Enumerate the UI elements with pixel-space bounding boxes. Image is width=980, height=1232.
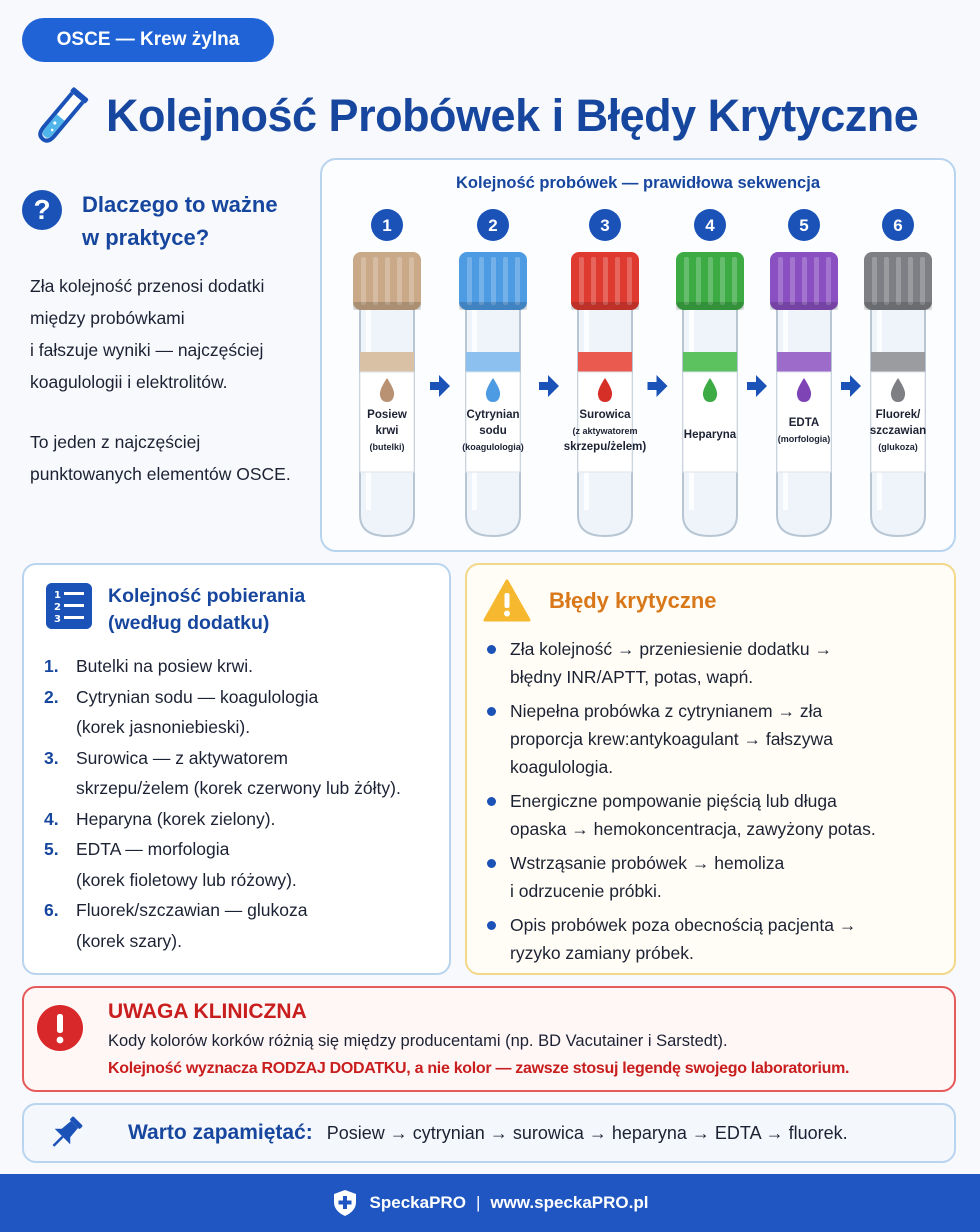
cap-rim <box>459 302 527 310</box>
cap-ridge <box>479 257 484 305</box>
order-item-number: 3. <box>44 747 59 768</box>
tube-number: 3 <box>600 216 610 235</box>
svg-text:3: 3 <box>54 614 61 625</box>
why-p2-line: To jeden z najczęściej <box>30 432 201 452</box>
footer-brand: SpeckaPRO <box>369 1193 466 1212</box>
error-item-text <box>510 911 856 967</box>
tube-label-text: skrzepu/żelem) <box>563 441 647 453</box>
errors-title: Błędy krytyczne <box>549 588 717 613</box>
bullet-icon <box>487 707 496 716</box>
arrow-right-icon <box>841 375 861 397</box>
why-p1-line: koagulologii i elektrolitów. <box>30 372 228 392</box>
cap-ridge <box>908 257 913 305</box>
numbered-list-icon <box>46 583 92 629</box>
tube-color-band <box>578 352 632 372</box>
error-item-text <box>510 787 876 843</box>
order-item <box>44 743 444 804</box>
order-item <box>44 651 444 682</box>
errors-heading <box>483 579 717 623</box>
cap-ridge <box>896 257 901 305</box>
error-item-line: ryzyko zamiany próbek. <box>510 943 694 963</box>
cap-ridge <box>684 257 689 305</box>
cap-ridge <box>603 257 608 305</box>
arrow-right-icon <box>747 375 767 397</box>
error-item-line: i odrzucenie próbki. <box>510 881 662 901</box>
order-item-line: Butelki na posiew krwi. <box>76 656 254 676</box>
tube-number: 5 <box>799 216 809 235</box>
order-item-line: EDTA — morfologia <box>76 839 230 859</box>
cap-ridge <box>515 257 520 305</box>
cap-ridge <box>361 257 366 305</box>
order-item-line: skrzepu/żelem (korek czerwony lub żółty). <box>76 778 401 798</box>
tube-4 <box>676 209 744 536</box>
tube-label-text: (glukoza) <box>878 442 918 452</box>
pushpin-icon <box>46 1113 86 1153</box>
error-item-line: Zła kolejność → przeniesienie dodatku → <box>510 639 832 659</box>
tube-label-text: sodu <box>479 425 507 437</box>
error-item <box>483 911 943 967</box>
order-item-line: (korek fioletowy lub różowy). <box>76 869 297 890</box>
error-item-line: błędny INR/APTT, potas, wapń. <box>510 667 754 687</box>
tube-label-text: (z aktywatorem <box>572 426 638 436</box>
tube-label-text: EDTA <box>788 417 820 429</box>
why-p1-line: Zła kolejność przenosi dodatki <box>30 276 265 296</box>
errors-box <box>465 563 956 975</box>
error-item-line: opaska → hemokoncentracja, zawyżony potas. <box>510 819 876 839</box>
cap-rim <box>353 302 421 310</box>
error-item <box>483 849 943 905</box>
why-title-line1: Dlaczego to ważne <box>82 192 278 217</box>
order-item-line: Fluorek/szczawian — glukoza <box>76 900 308 920</box>
error-item-text <box>510 697 833 781</box>
remember-label: Warto zapamiętać: <box>128 1121 313 1144</box>
order-item-text <box>76 834 444 895</box>
tube-6 <box>864 209 932 536</box>
tube-1 <box>353 209 421 536</box>
error-item-line: proporcja krew:antykoagulant → fałszywa <box>510 729 833 749</box>
alert-title: UWAGA KLINICZNA <box>108 1000 307 1023</box>
tube-label-text: Posiew <box>367 409 407 421</box>
order-item-line: Heparyna (korek zielony). <box>76 808 276 829</box>
order-title-line1: Kolejność pobierania <box>108 585 306 607</box>
tube-number: 1 <box>382 216 392 235</box>
cap-ridge <box>826 257 831 305</box>
shield-icon <box>332 1189 358 1217</box>
bullet-icon <box>487 921 496 930</box>
bullet-icon <box>487 645 496 654</box>
why-p1-line: między probówkami <box>30 308 185 328</box>
cap-ridge <box>732 257 737 305</box>
cap-rim <box>864 302 932 310</box>
error-item <box>483 635 943 691</box>
error-item-line: Niepełna probówka z cytrynianem → zła <box>510 701 823 721</box>
order-item <box>44 834 444 895</box>
cap-ridge <box>802 257 807 305</box>
why-p1-line: i fałszuje wyniki — najczęściej <box>30 340 264 360</box>
cap-ridge <box>373 257 378 305</box>
order-item-number: 4. <box>44 808 59 829</box>
cap-ridge <box>467 257 472 305</box>
cap-ridge <box>397 257 402 305</box>
alert-line-1: Kody kolorów korków różnią się między producentami (np. BD Vacutainer i Sarstedt). <box>108 1032 728 1050</box>
alert-line-2: Kolejność wyznacza RODZAJ DODATKU, a nie kolor — zawsze stosuj legendę swojego laboratorium. <box>108 1060 850 1077</box>
tube-label-text: krwi <box>375 425 399 437</box>
order-list <box>44 651 444 956</box>
cap-ridge <box>778 257 783 305</box>
order-item-number: 6. <box>44 900 59 920</box>
cap-ridge <box>627 257 632 305</box>
page-title: Kolejność Probówek i Błędy Krytyczne <box>106 90 919 141</box>
tube-3 <box>564 209 647 536</box>
warning-icon <box>483 579 531 623</box>
cap-ridge <box>615 257 620 305</box>
cap-ridge <box>720 257 725 305</box>
arrow-right-icon <box>539 375 559 397</box>
order-item-text <box>76 743 444 804</box>
error-item-line: Wstrząsanie probówek → hemoliza <box>510 853 785 873</box>
footer-separator: | <box>475 1193 481 1212</box>
error-item <box>483 697 943 781</box>
tube-label-text: (koagulologia) <box>462 442 524 452</box>
tube-label-text: (butelki) <box>369 442 405 452</box>
order-item-text <box>76 682 444 743</box>
cap-rim <box>571 302 639 310</box>
order-title-line2: (według dodatku) <box>108 612 270 634</box>
tube-number: 6 <box>893 216 903 235</box>
cap-ridge <box>708 257 713 305</box>
error-item-line: koagulologia. <box>510 757 614 777</box>
cap-ridge <box>591 257 596 305</box>
order-item-number: 1. <box>44 656 59 676</box>
tube-number: 2 <box>488 216 498 235</box>
cap-ridge <box>884 257 889 305</box>
why-p2-line: punktowanych elementów OSCE. <box>30 464 291 484</box>
tube-color-band <box>683 352 737 372</box>
arrow-right-icon <box>430 375 450 397</box>
errors-list <box>483 635 943 973</box>
question-icon: ? <box>22 190 62 230</box>
cap-ridge <box>409 257 414 305</box>
why-title-line2: w praktyce? <box>82 225 210 250</box>
cap-ridge <box>696 257 701 305</box>
tube-2 <box>459 209 527 536</box>
cap-ridge <box>385 257 390 305</box>
error-item-line: Opis probówek poza obecnością pacjenta → <box>510 915 857 935</box>
order-item-number: 5. <box>44 839 59 859</box>
order-item-text <box>76 804 444 835</box>
footer <box>0 1174 980 1232</box>
svg-text:1: 1 <box>54 590 61 601</box>
test-tube-icon <box>28 82 96 150</box>
section-tag: OSCE — Krew żylna <box>22 18 274 62</box>
tubes-panel <box>320 158 956 552</box>
header <box>28 78 968 154</box>
tube-color-band <box>871 352 925 372</box>
tube-label-text: szczawian <box>869 425 927 437</box>
tube-number: 4 <box>705 216 715 235</box>
tubes-title: Kolejność probówek — prawidłowa sekwencja <box>455 174 820 192</box>
cap-ridge <box>579 257 584 305</box>
cap-ridge <box>920 257 925 305</box>
alert-icon <box>36 1004 84 1052</box>
order-item <box>44 682 444 743</box>
tube-color-band <box>777 352 831 372</box>
bullet-icon <box>487 797 496 806</box>
why-heading <box>22 190 302 254</box>
cap-ridge <box>503 257 508 305</box>
tubes-illustration <box>322 160 954 550</box>
why-paragraph-2 <box>30 426 315 490</box>
tube-color-band <box>360 352 414 372</box>
order-item-text <box>76 651 444 682</box>
error-item-line: Energiczne pompowanie pięścią lub długa <box>510 791 837 811</box>
cap-ridge <box>814 257 819 305</box>
order-item-line: (korek jasnoniebieski). <box>76 717 251 737</box>
tube-5 <box>770 209 838 536</box>
tube-label-text: Heparyna <box>683 429 737 441</box>
remember-sequence: Posiew → cytrynian → surowica → heparyna → EDTA → fluorek. <box>326 1122 848 1143</box>
order-item-text <box>76 895 444 956</box>
bullet-icon <box>487 859 496 868</box>
error-item <box>483 787 943 843</box>
why-paragraph-1 <box>30 270 315 398</box>
remember-box <box>22 1103 956 1163</box>
order-item <box>44 895 444 956</box>
tube-label-text: Surowica <box>579 409 631 421</box>
cap-rim <box>676 302 744 310</box>
order-item <box>44 804 444 835</box>
cap-ridge <box>491 257 496 305</box>
order-heading <box>46 583 305 637</box>
tube-label-text: (morfologia) <box>777 434 831 444</box>
order-item-line: (korek szary). <box>76 930 182 951</box>
order-item-number: 2. <box>44 686 59 707</box>
tube-label-text: Fluorek/ <box>875 409 921 421</box>
cap-rim <box>770 302 838 310</box>
cap-ridge <box>872 257 877 305</box>
tube-label-text: Cytrynian <box>466 409 520 421</box>
svg-text:2: 2 <box>54 602 61 613</box>
clinical-alert <box>22 986 956 1092</box>
tube-color-band <box>466 352 520 372</box>
error-item-text <box>510 849 784 905</box>
order-item-line: Surowica — z aktywatorem <box>76 747 289 768</box>
error-item-text <box>510 635 832 691</box>
arrow-right-icon <box>648 375 668 397</box>
footer-url[interactable]: www.speckaPRO.pl <box>490 1193 649 1212</box>
order-item-line: Cytrynian sodu — koagulologia <box>76 686 319 707</box>
cap-ridge <box>790 257 795 305</box>
order-box <box>22 563 451 975</box>
